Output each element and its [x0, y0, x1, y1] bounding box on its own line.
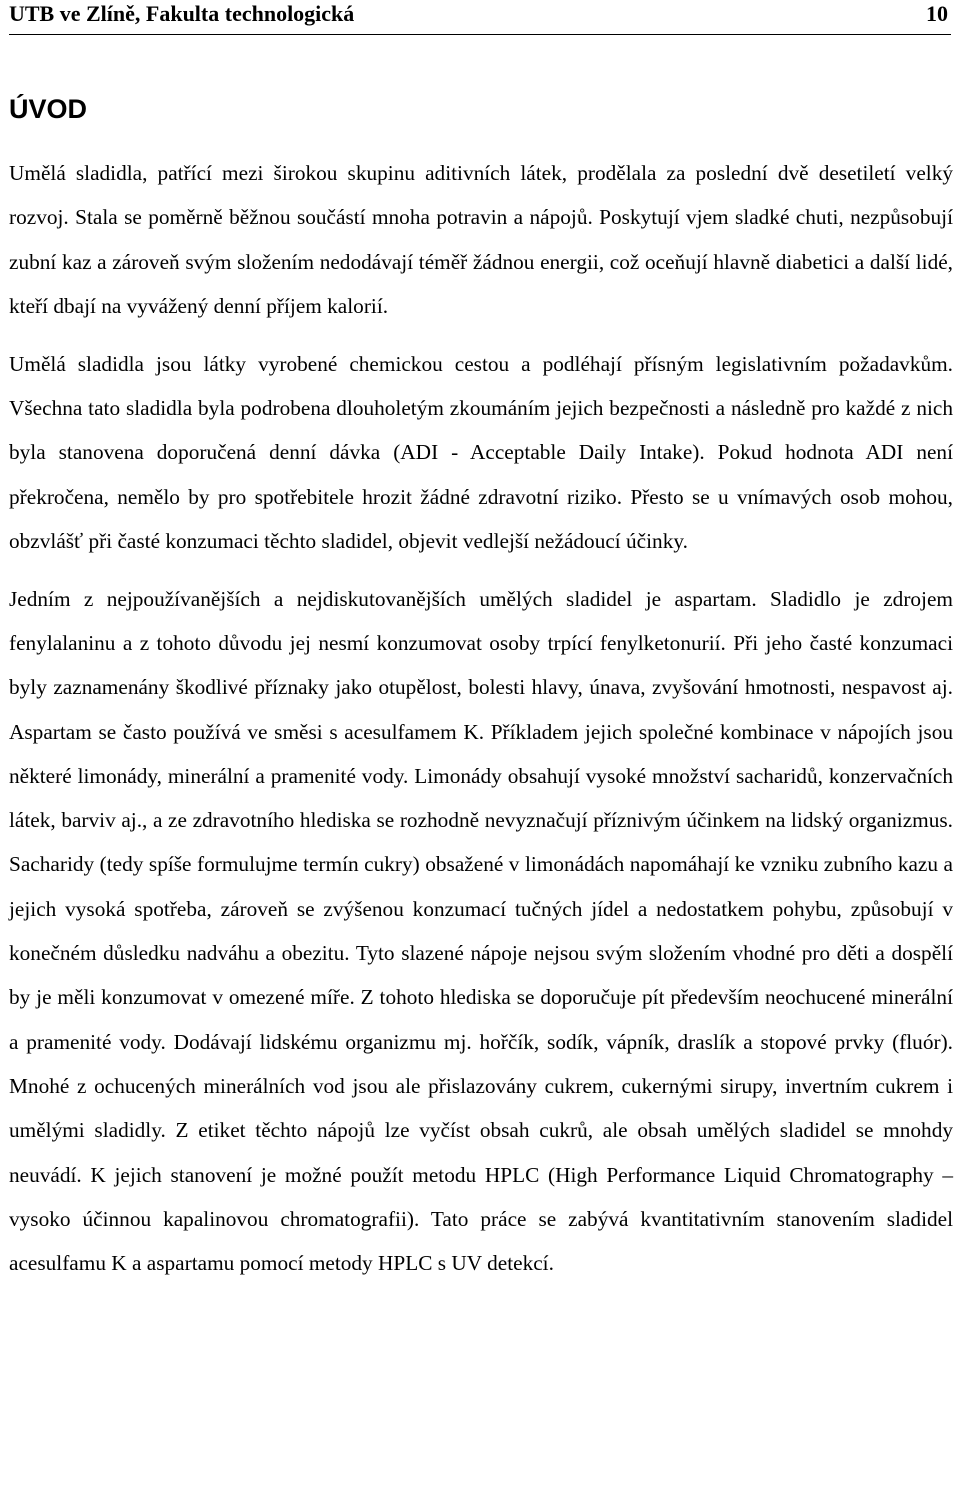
- page-header: [9, 0, 951, 35]
- paragraph: Jedním z nejpoužívanějších a nejdiskutovanějších umělých sladidel je aspartam. Sladidlo je zdrojem fenylalaninu a z tohoto důvodu jej nesmí konzumovat osoby trpící fenylketonurií. Při jeho časté konzumaci byly zaznamenány škodlivé příznaky jako otupělost, bolesti hlavy, únava, zvyšování hmotnosti, nespavost aj. Aspartam se často používá ve směsi s acesulfamem K. Příkladem jejich společné kombinace v nápojích jsou některé limonády, minerální a pramenité vody. Limonády obsahují vysoké množství sacharidů, konzervačních látek, barviv aj., a ze zdravotního hlediska se rozhodně nevyznačují příznivým účinkem na lidský organizmus. Sacharidy (tedy spíše formulujme termín cukry) obsažené v limonádách napomáhají ke vzniku zubního kazu a jejich vysoká spotřeba, zároveň se zvýšenou konzumací tučných jídel a nedostatkem pohybu, způsobují v konečném důsledku nadváhu a obezitu. Tyto slazené nápoje nejsou svým složením vhodné pro děti a dospělí by je měli konzumovat v omezené míře. Z tohoto hlediska se doporučuje pít především neochucené minerální a pramenité vody. Dodávají lidskému organizmu mj. hořčík, sodík, vápník, draslík a stopové prvky (fluór). Mnohé z ochucených minerálních vod jsou ale přislazovány cukrem, cukernými sirupy, invertním cukrem i umělými sladidly. Z etiket těchto nápojů lze vyčíst obsah cukrů, ale obsah umělých sladidel se mnohdy neuvádí. K jejich stanovení je možné použít metodu HPLC (High Performance Liquid Chromatography – vysoko účinnou kapalinovou chromatografii). Tato práce se zabývá kvantitativním stanovením sladidel acesulfamu K a aspartamu pomocí metody HPLC s UV detekcí.: [9, 586, 953, 1276]
- page-number: 10: [926, 1, 948, 26]
- paragraph: Umělá sladidla jsou látky vyrobené chemickou cestou a podléhají přísným legislativním požadavkům. Všechna tato sladidla byla podrobena dlouholetým zkoumáním jejich bezpečnosti a následně pro každé z nich byla stanovena doporučená denní dávka (ADI - Acceptable Daily Intake). Pokud hodnota ADI není překročena, nemělo by pro spotřebitele hrozit žádné zdravotní riziko. Přesto se u vnímavých osob mohou, obzvlášť při časté konzumaci těchto sladidel, objevit vedlejší nežádoucí účinky.: [9, 351, 953, 553]
- chapter-title: ÚVOD: [9, 94, 88, 124]
- header-title: UTB ve Zlíně, Fakulta technologická: [9, 1, 355, 26]
- body-text: [9, 151, 953, 1285]
- paragraph: Umělá sladidla, patřící mezi širokou skupinu aditivních látek, prodělala za poslední dvě desetiletí velký rozvoj. Stala se poměrně běžnou součástí mnoha potravin a nápojů. Poskytují vjem sladké chuti, nezpůsobují zubní kaz a zároveň svým složením nedodávají téměř žádnou energii, což oceňují hlavně diabetici a další lidé, kteří dbají na vyvážený denní příjem kalorií.: [9, 161, 953, 318]
